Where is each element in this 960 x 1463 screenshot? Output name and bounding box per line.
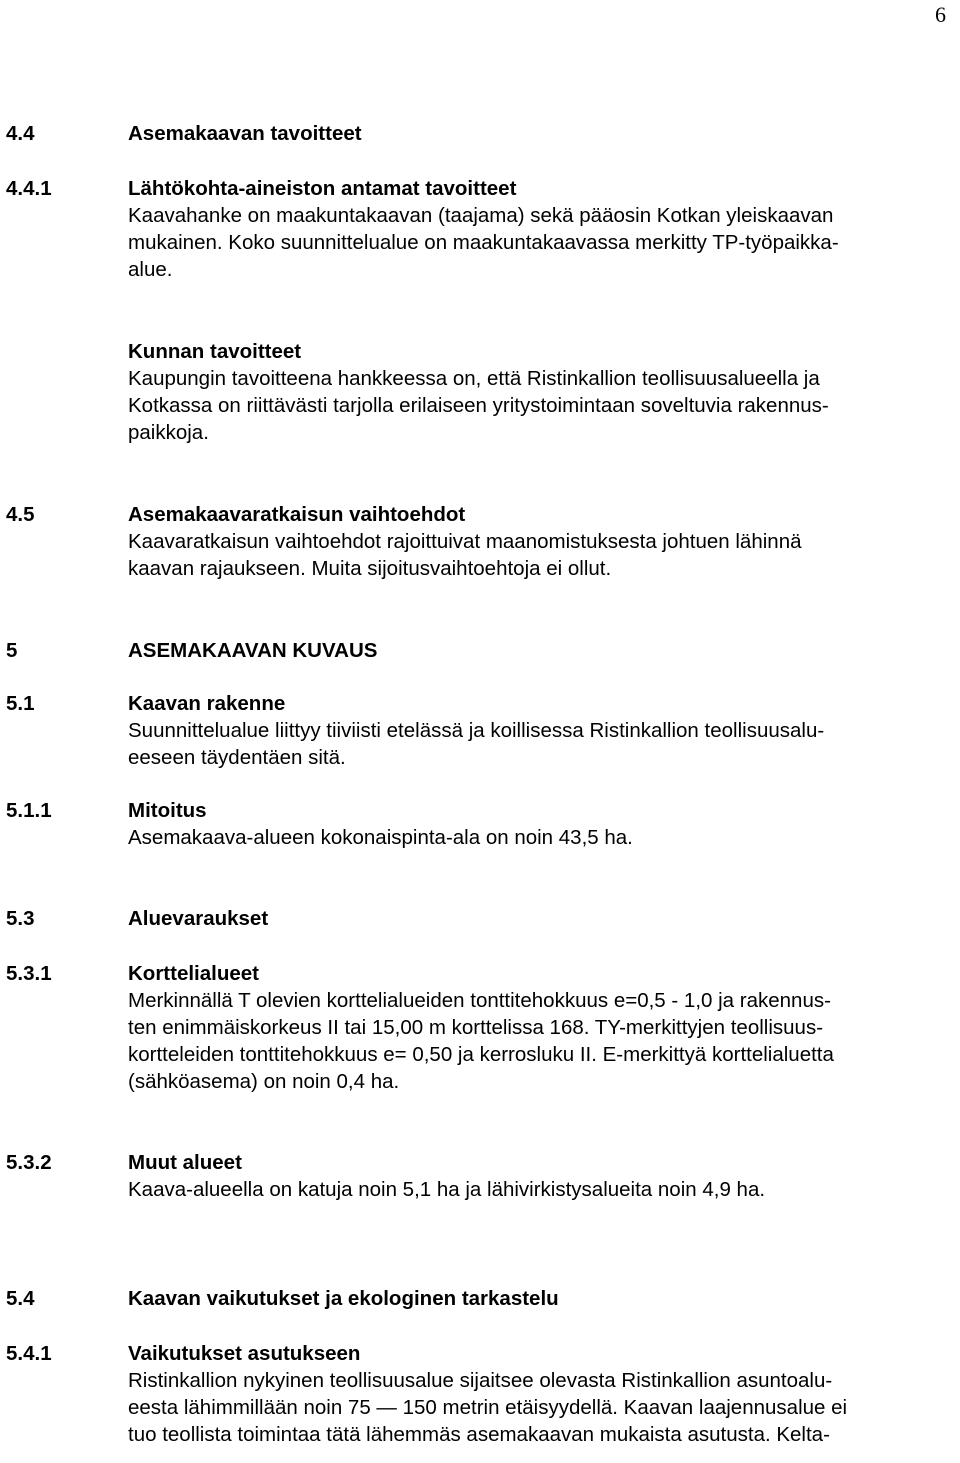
paragraph-line: alue. (128, 258, 173, 281)
paragraph-line: eeseen täydentäen sitä. (128, 746, 346, 769)
section-heading: Kaavan vaikutukset ja ekologinen tarkastelu (128, 1287, 559, 1310)
section-5-4 (6, 1285, 954, 1312)
paragraph-line: Asemakaava-alueen kokonaispinta-ala on noin 43,5 ha. (128, 826, 633, 849)
paragraph-line: kortteleiden tonttitehokkuus e= 0,50 ja kerrosluku II. E-merkittyä korttelialuetta (128, 1043, 834, 1066)
section-5-1 (6, 690, 954, 771)
section-heading: ASEMAKAAVAN KUVAUS (128, 639, 378, 662)
section-number: 5.3.2 (6, 1151, 52, 1174)
section-5-3 (6, 905, 954, 932)
section-number: 5 (6, 639, 18, 662)
section-heading: Kaavan rakenne (128, 692, 286, 715)
paragraph-line: Kaupungin tavoitteena hankkeessa on, että Ristinkallion teollisuusalueella ja (128, 367, 820, 390)
section-heading: Kunnan tavoitteet (128, 340, 302, 363)
section-4-4 (6, 120, 954, 147)
section-number: 4.5 (6, 503, 35, 526)
section-heading: Asemakaavaratkaisun vaihtoehdot (128, 503, 466, 526)
paragraph-line: Kaavaratkaisun vaihtoehdot rajoittuivat maanomistuksesta johtuen lähinnä (128, 530, 802, 553)
paragraph-line: mukainen. Koko suunnittelualue on maakuntakaavassa merkitty TP-työpaikka- (128, 231, 839, 254)
paragraph-line: Kaava-alueella on katuja noin 5,1 ha ja lähivirkistysalueita noin 4,9 ha. (128, 1178, 766, 1201)
section-5-1-1 (6, 797, 954, 851)
section-number: 5.4.1 (6, 1342, 52, 1365)
section-heading: Lähtökohta-aineiston antamat tavoitteet (128, 177, 517, 200)
section-number: 5.1.1 (6, 799, 52, 822)
document-body (6, 120, 954, 1448)
section-heading: Muut alueet (128, 1151, 242, 1174)
section-4-5 (6, 501, 954, 582)
section-heading: Asemakaavan tavoitteet (128, 122, 362, 145)
section-heading: Mitoitus (128, 799, 207, 822)
section-kunnan-tavoitteet (6, 338, 954, 446)
section-5 (6, 637, 954, 664)
section-5-3-1 (6, 960, 954, 1095)
paragraph-line: Merkinnällä T olevien korttelialueiden tonttitehokkuus e=0,5 - 1,0 ja rakennus- (128, 989, 831, 1012)
section-heading: Aluevaraukset (128, 907, 269, 930)
section-number: 5.3.1 (6, 962, 52, 985)
paragraph-line: eesta lähimmillään noin 75 — 150 metrin etäisyydellä. Kaavan laajennusalue ei (128, 1396, 848, 1419)
section-number: 5.1 (6, 692, 35, 715)
section-5-4-1 (6, 1340, 954, 1448)
section-number: 5.4 (6, 1287, 35, 1310)
paragraph-line: (sähköasema) on noin 0,4 ha. (128, 1070, 400, 1093)
paragraph-line: ten enimmäiskorkeus II tai 15,00 m korttelissa 168. TY-merkittyjen teollisuus- (128, 1016, 824, 1039)
section-number: 4.4.1 (6, 177, 52, 200)
paragraph-line: Kaavahanke on maakuntakaavan (taajama) sekä pääosin Kotkan yleiskaavan (128, 204, 834, 227)
section-heading: Vaikutukset asutukseen (128, 1342, 361, 1365)
paragraph-line: Ristinkallion nykyinen teollisuusalue sijaitsee olevasta Ristinkallion asuntoalu- (128, 1369, 833, 1392)
paragraph-line: tuo teollista toimintaa tätä lähemmäs asemakaavan mukaista asutusta. Kelta- (128, 1423, 830, 1446)
paragraph-line: paikkoja. (128, 421, 209, 444)
paragraph-line: Kotkassa on riittävästi tarjolla erilaiseen yritystoimintaan soveltuvia rakennus- (128, 394, 829, 417)
section-number: 5.3 (6, 907, 35, 930)
paragraph-line: Suunnittelualue liittyy tiiviisti etelässä ja koillisessa Ristinkallion teollisuusalu- (128, 719, 825, 742)
page-number: 6 (935, 2, 946, 27)
section-4-4-1 (6, 175, 954, 283)
paragraph-line: kaavan rajaukseen. Muita sijoitusvaihtoehtoja ei ollut. (128, 557, 612, 580)
section-number: 4.4 (6, 122, 35, 145)
section-heading: Korttelialueet (128, 962, 259, 985)
section-5-3-2 (6, 1149, 954, 1203)
